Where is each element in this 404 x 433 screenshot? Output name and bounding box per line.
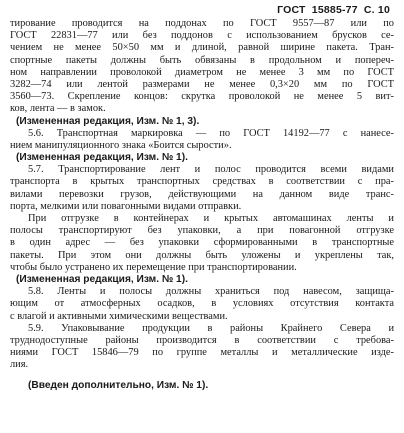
paragraph-line: ков, лента — в замок. — [10, 103, 106, 115]
clause-5-6-line: нием манипуляционного знака «Боится сырости». — [10, 139, 232, 151]
document-body — [10, 18, 394, 393]
clause-5-9-line: 5.9. Упаковывание продукции в районы Крайнего Севера и — [28, 322, 394, 334]
standard-prefix: ГОСТ — [277, 4, 306, 16]
clause-5-8-line: с влагой и активными химическими веществами. — [10, 310, 228, 322]
clause-5-7-line: 5.7. Транспортирование лент и полос проводится всеми видами — [28, 164, 394, 176]
clause-5-6-line: 5.6. Транспортная маркировка — по ГОСТ 14192—77 с нанесе- — [28, 127, 394, 139]
spacer — [10, 371, 394, 380]
running-header — [277, 4, 390, 16]
clause-5-9-line: лия. — [10, 359, 29, 371]
clause-5-7-line: в один адрес — без упаковки сформированными в транспортные — [10, 237, 394, 249]
clause-5-7-line: пакеты. При этом они должны быть уложены и укреплены так, — [10, 249, 394, 261]
clause-5-7-line: вилами перевозки грузов, действующими на данном виде транс- — [10, 188, 394, 200]
paragraph-line: ГОСТ 22831—77 или без поддонов с использованием брусков се- — [10, 30, 394, 42]
clause-5-7-line: полосы транспортируют без упаковки, а при повагонной отгрузке — [10, 225, 394, 237]
amendment-note: (Введен дополнительно, Изм. № 1). — [28, 380, 209, 392]
clause-5-9-line: ниями ГОСТ 15846—79 по группе металлы и металлические изде- — [10, 347, 394, 359]
standard-number: 15885-77 — [311, 4, 358, 16]
clause-5-7-line: транспорта в крытых транспортных средствах в соответствии с пра- — [10, 176, 394, 188]
clause-5-9-line: труднодоступные районы производится в соответствии с требова- — [10, 334, 394, 346]
paragraph-line: ном направлении проволокой диаметром не менее 3 мм по ГОСТ — [10, 66, 394, 78]
amendment-note: (Измененная редакция, Изм. № 1). — [16, 152, 188, 164]
amendment-note: (Измененная редакция, Изм. № 1, 3). — [16, 115, 200, 127]
paragraph-line: спортные пакеты должны быть обвязаны в продольном и попереч- — [10, 54, 394, 66]
clause-5-7-line: чтобы было устранено их перемещение при транспортировании. — [10, 261, 297, 273]
clause-5-7-line: При отгрузке в контейнерах и крытых автомашинах ленты и — [28, 213, 394, 224]
paragraph-line: тирование проводится на поддонах по ГОСТ 9557—87 или по — [10, 18, 394, 29]
page-number: С. 10 — [363, 4, 390, 16]
clause-5-7-line: порта, мелкими или повагонными видами отправки. — [10, 200, 242, 212]
amendment-note: (Измененная редакция, Изм. № 1). — [16, 273, 188, 285]
paragraph-line: 3282—74 или лентой размерами не менее 0,3×20 мм по ГОСТ — [10, 78, 394, 90]
clause-5-8-line: 5.8. Ленты и полосы должны храниться под навесом, защища- — [28, 286, 394, 298]
clause-5-8-line: ющим от атмосферных осадков, в условиях отсутствия контакта — [10, 298, 394, 310]
paragraph-line: чением не менее 50×50 мм и длиной, равной ширине пакета. Тран- — [10, 42, 394, 54]
paragraph-line: 3560—73. Скрепление концов: скрутка проволокой не менее 5 вит- — [10, 91, 394, 103]
